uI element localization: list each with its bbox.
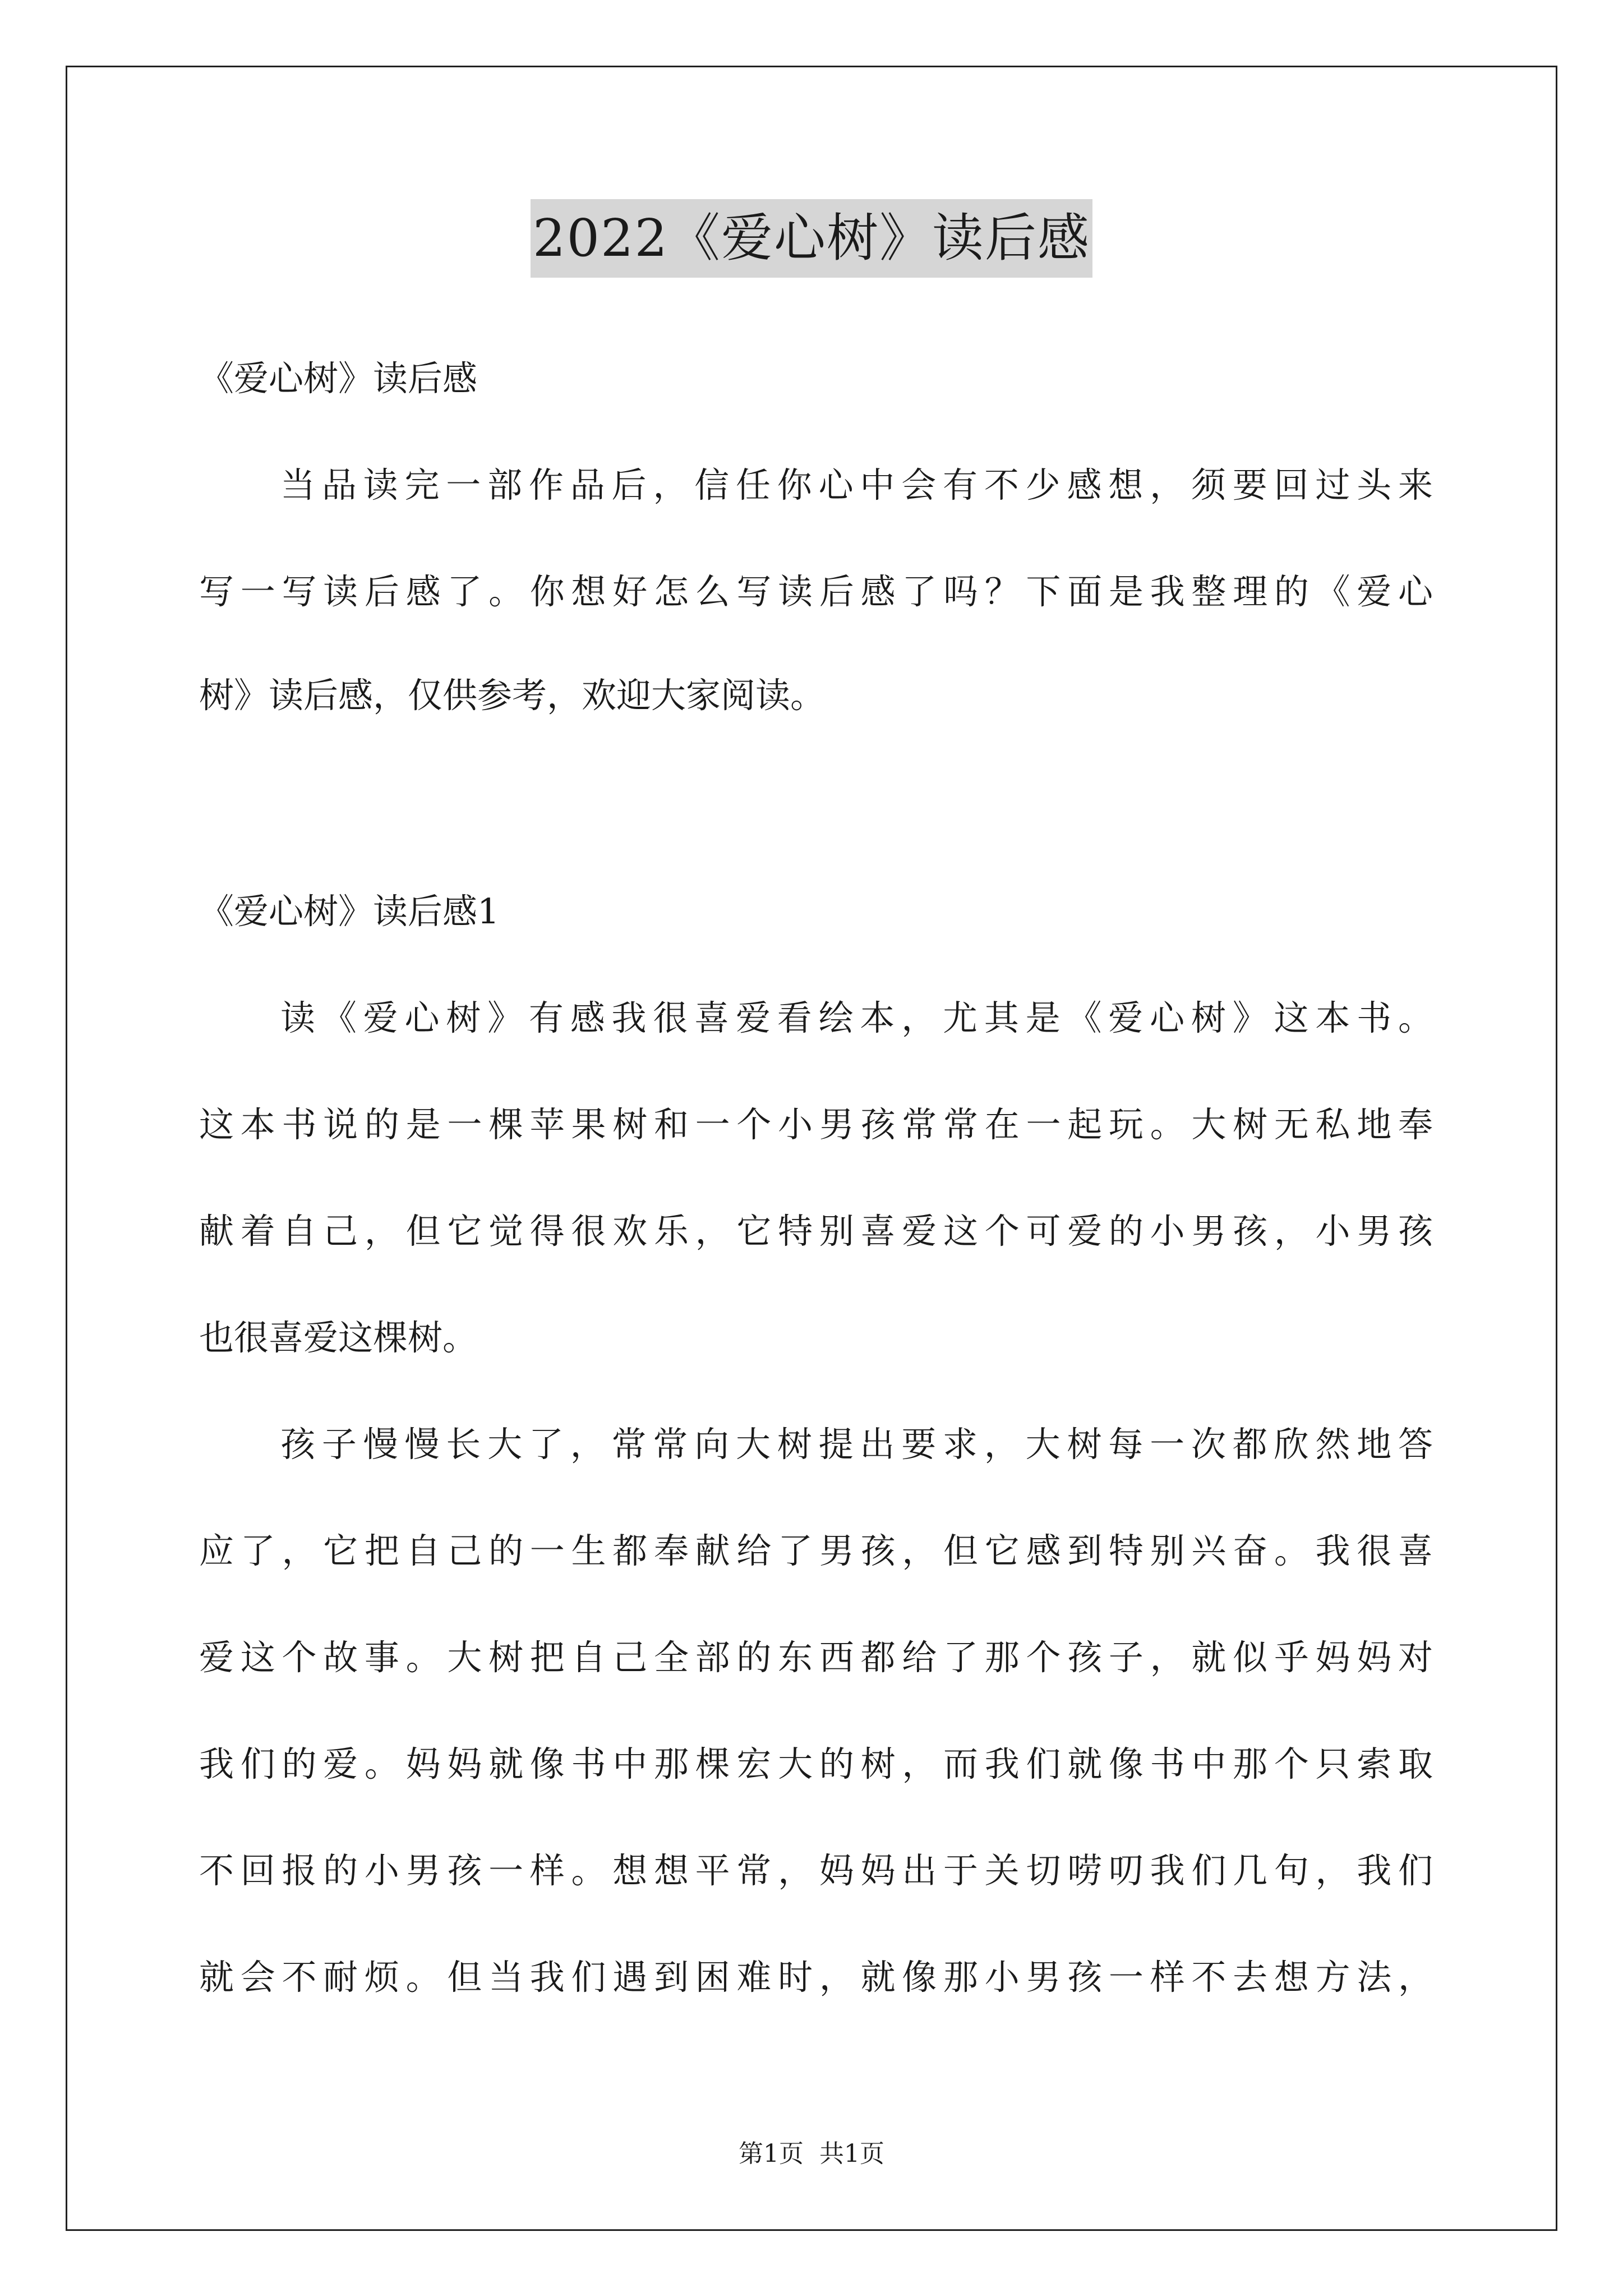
essay-line: 就会不耐烦。但当我们遇到困难时，就像那小男孩一样不去想方法，	[199, 1957, 1433, 1998]
essay-line: 不回报的小男孩一样。想想平常，妈妈出于关切唠叨我们几句，我们	[199, 1850, 1433, 1891]
essay-line: 献着自己，但它觉得很欢乐，它特别喜爱这个可爱的小男孩，小男孩	[199, 1211, 1433, 1251]
essay-line: 孩子慢慢长大了，常常向大树提出要求，大树每一次都欣然地答	[280, 1424, 1433, 1465]
essay-heading: 《爱心树》读后感1	[199, 891, 500, 932]
section-heading: 《爱心树》读后感	[199, 358, 478, 399]
page-total: 共1页	[819, 2139, 884, 2168]
document-title: 2022《爱心树》读后感	[531, 199, 1092, 278]
page-number: 第1页	[739, 2139, 804, 2168]
intro-line: 写一写读后感了。你想好怎么写读后感了吗？下面是我整理的《爱心	[199, 571, 1433, 612]
page-footer	[0, 2137, 1623, 2171]
essay-line: 这本书说的是一棵苹果树和一个小男孩常常在一起玩。大树无私地奉	[199, 1104, 1433, 1145]
essay-line: 应了，它把自己的一生都奉献给了男孩，但它感到特别兴奋。我很喜	[199, 1530, 1433, 1571]
essay-line: 爱这个故事。大树把自己全部的东西都给了那个孩子，就似乎妈妈对	[199, 1637, 1433, 1678]
intro-line: 当品读完一部作品后，信任你心中会有不少感想，须要回过头来	[280, 464, 1433, 505]
essay-line: 我们的爱。妈妈就像书中那棵宏大的树，而我们就像书中那个只索取	[199, 1743, 1433, 1784]
title-block	[0, 199, 1623, 278]
essay-line: 读《爱心树》有感我很喜爱看绘本，尤其是《爱心树》这本书。	[280, 997, 1433, 1038]
intro-line: 树》读后感，仅供参考，欢迎大家阅读。	[199, 675, 826, 716]
essay-line: 也很喜爱这棵树。	[199, 1317, 478, 1358]
